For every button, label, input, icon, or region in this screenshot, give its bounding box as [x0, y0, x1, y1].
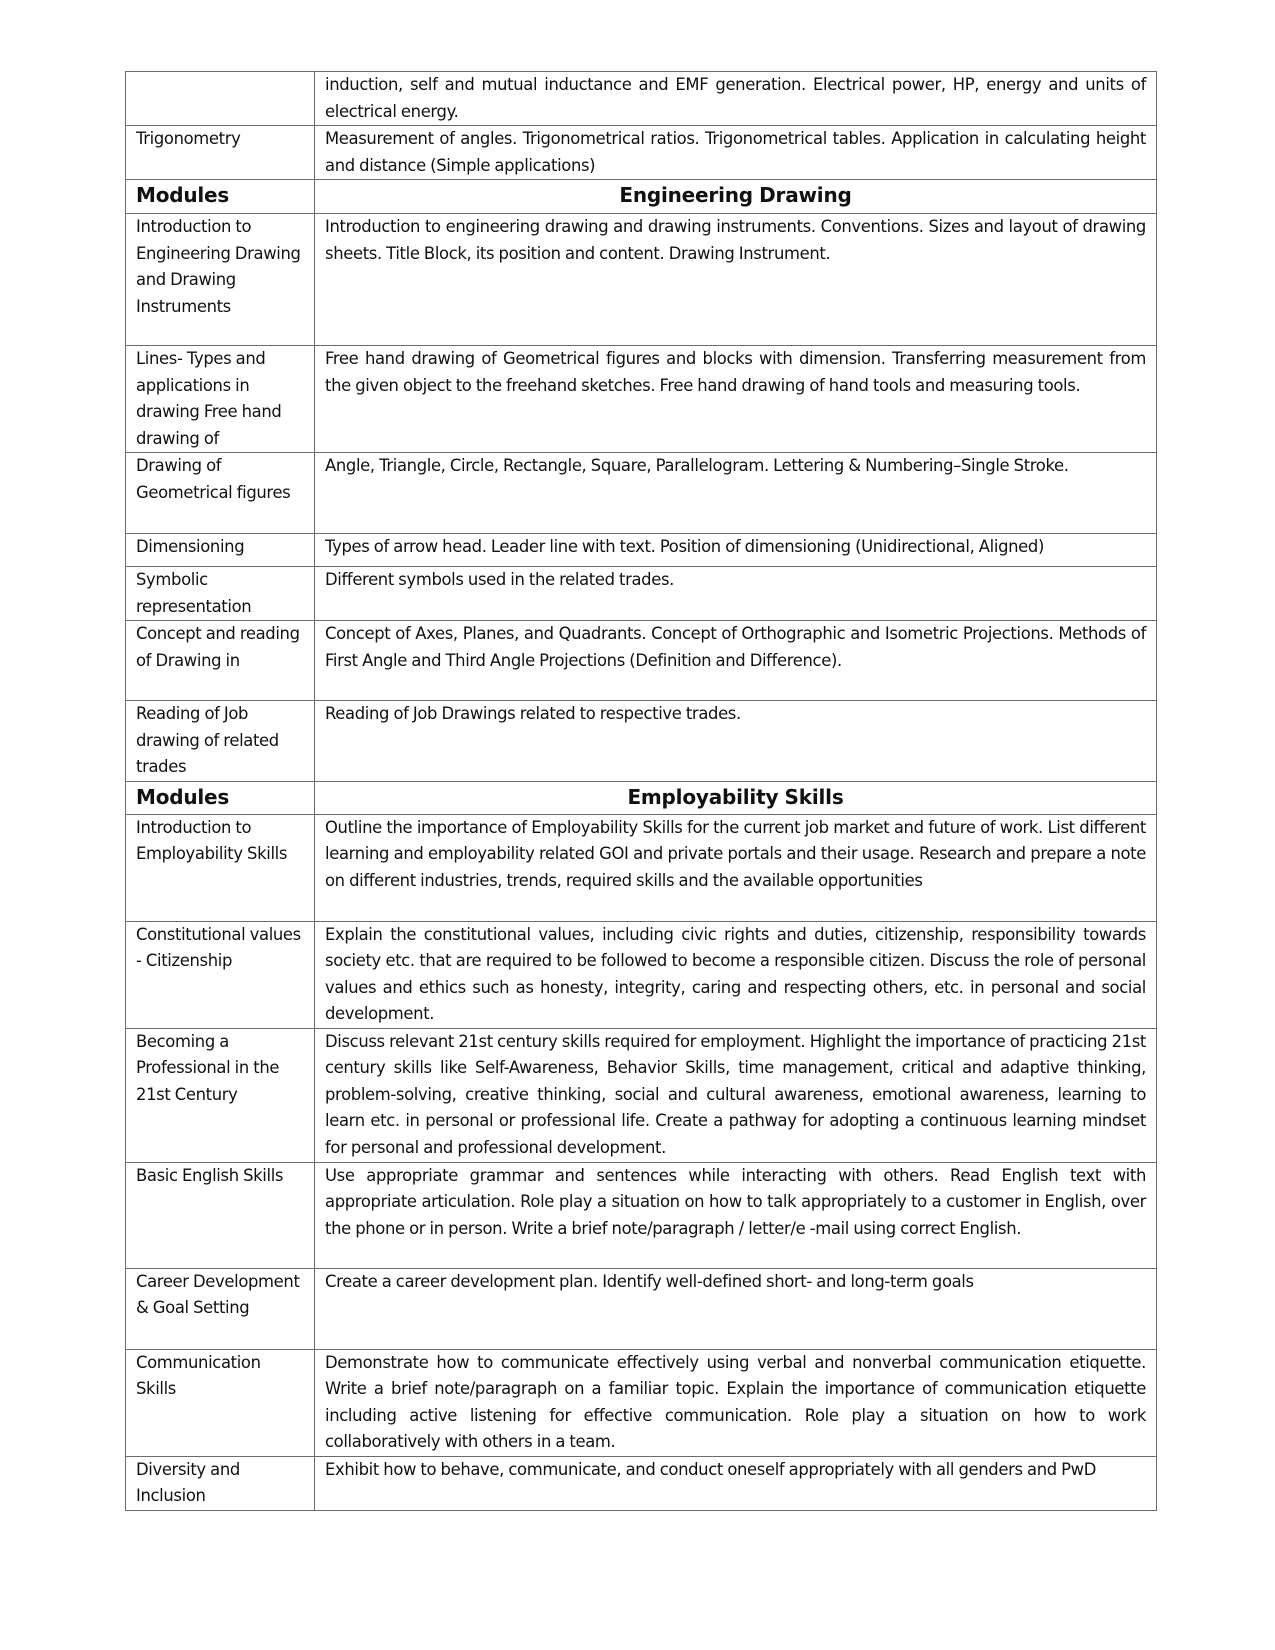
module-content-cell: Types of arrow head. Leader line with text. Position of dimensioning (Unidirectional, Aligned) — [315, 534, 1157, 567]
table-row — [126, 814, 1157, 921]
module-content-cell: Outline the importance of Employability Skills for the current job market and future of work. List different learning and employability related GOI and private portals and their usage. Research and prepare a note on different industries, trends, required skills and the available opportunities — [315, 814, 1157, 921]
module-content-cell: Introduction to engineering drawing and drawing instruments. Conventions. Sizes and layout of drawing sheets. Title Block, its position and content. Drawing Instrument. — [315, 214, 1157, 346]
module-name-cell: Becoming a Professional in the 21st Century — [126, 1028, 315, 1162]
table-row — [126, 1268, 1157, 1349]
table-row — [126, 534, 1157, 567]
module-name-cell: Constitutional values - Citizenship — [126, 921, 315, 1028]
module-name-cell: Concept and reading of Drawing in — [126, 621, 315, 701]
module-content-cell: Discuss relevant 21st century skills required for employment. Highlight the importance of practicing 21st century skills like Self-Awareness, Behavior Skills, time management, critical and adaptive thinking, problem-solving, creative thinking, social and cultural awareness, emotional awareness, learning to learn etc. in personal or professional life. Create a pathway for adopting a continuous learning mindset for personal and professional development. — [315, 1028, 1157, 1162]
table-row — [126, 1349, 1157, 1456]
module-name-cell: Drawing of Geometrical figures — [126, 453, 315, 534]
module-name-cell: Reading of Job drawing of related trades — [126, 701, 315, 782]
module-content-cell: Reading of Job Drawings related to respective trades. — [315, 701, 1157, 782]
table-row — [126, 72, 1157, 126]
modules-column-header: Modules — [126, 781, 315, 814]
module-content-cell: induction, self and mutual inductance and EMF generation. Electrical power, HP, energy and units of electrical energy. — [315, 72, 1157, 126]
section-header-row — [126, 781, 1157, 814]
module-name-cell: Trigonometry — [126, 126, 315, 180]
table-row — [126, 453, 1157, 534]
table-row — [126, 567, 1157, 621]
table-row — [126, 621, 1157, 701]
table-row — [126, 701, 1157, 782]
table-row — [126, 214, 1157, 346]
table-row — [126, 1456, 1157, 1510]
module-content-cell: Free hand drawing of Geometrical figures and blocks with dimension. Transferring measurement from the given object to the freehand sketches. Free hand drawing of hand tools and measuring tools. — [315, 346, 1157, 453]
module-content-cell: Use appropriate grammar and sentences while interacting with others. Read English text with appropriate articulation. Role play a situation on how to talk appropriately to a customer in English, over the phone or in person. Write a brief note/paragraph / letter/e -mail using correct English. — [315, 1162, 1157, 1268]
module-content-cell: Angle, Triangle, Circle, Rectangle, Square, Parallelogram. Lettering & Numbering–Single Stroke. — [315, 453, 1157, 534]
module-name-cell: Career Development & Goal Setting — [126, 1268, 315, 1349]
module-content-cell: Exhibit how to behave, communicate, and conduct oneself appropriately with all genders and PwD — [315, 1456, 1157, 1510]
module-content-cell: Measurement of angles. Trigonometrical ratios. Trigonometrical tables. Application in calculating height and distance (Simple applications) — [315, 126, 1157, 180]
module-name-cell: Diversity and Inclusion — [126, 1456, 315, 1510]
syllabus-table — [125, 71, 1157, 1511]
module-name-cell: Lines- Types and applications in drawing Free hand drawing of — [126, 346, 315, 453]
syllabus-table-body — [126, 72, 1157, 1511]
module-content-cell: Demonstrate how to communicate effectively using verbal and nonverbal communication etiquette. Write a brief note/paragraph on a familiar topic. Explain the importance of communication etiquette including active listening for effective communication. Role play a situation on how to work collaboratively with others in a team. — [315, 1349, 1157, 1456]
module-name-cell: Introduction to Engineering Drawing and Drawing Instruments — [126, 214, 315, 346]
table-row — [126, 1162, 1157, 1268]
module-content-cell: Concept of Axes, Planes, and Quadrants. Concept of Orthographic and Isometric Projections. Methods of First Angle and Third Angle Projections (Definition and Difference). — [315, 621, 1157, 701]
table-row — [126, 921, 1157, 1028]
module-content-cell: Explain the constitutional values, including civic rights and duties, citizenship, responsibility towards society etc. that are required to be followed to become a responsible citizen. Discuss the role of personal values and ethics such as honesty, integrity, caring and respecting others, etc. in personal and social development. — [315, 921, 1157, 1028]
module-name-cell: Introduction to Employability Skills — [126, 814, 315, 921]
table-row — [126, 346, 1157, 453]
section-title: Employability Skills — [315, 781, 1157, 814]
table-row — [126, 126, 1157, 180]
section-title: Engineering Drawing — [315, 180, 1157, 214]
table-row — [126, 1028, 1157, 1162]
module-name-cell — [126, 72, 315, 126]
module-name-cell: Dimensioning — [126, 534, 315, 567]
module-name-cell: Basic English Skills — [126, 1162, 315, 1268]
section-header-row — [126, 180, 1157, 214]
module-content-cell: Create a career development plan. Identify well-defined short- and long-term goals — [315, 1268, 1157, 1349]
module-content-cell: Different symbols used in the related trades. — [315, 567, 1157, 621]
module-name-cell: Symbolic representation — [126, 567, 315, 621]
module-name-cell: Communication Skills — [126, 1349, 315, 1456]
modules-column-header: Modules — [126, 180, 315, 214]
